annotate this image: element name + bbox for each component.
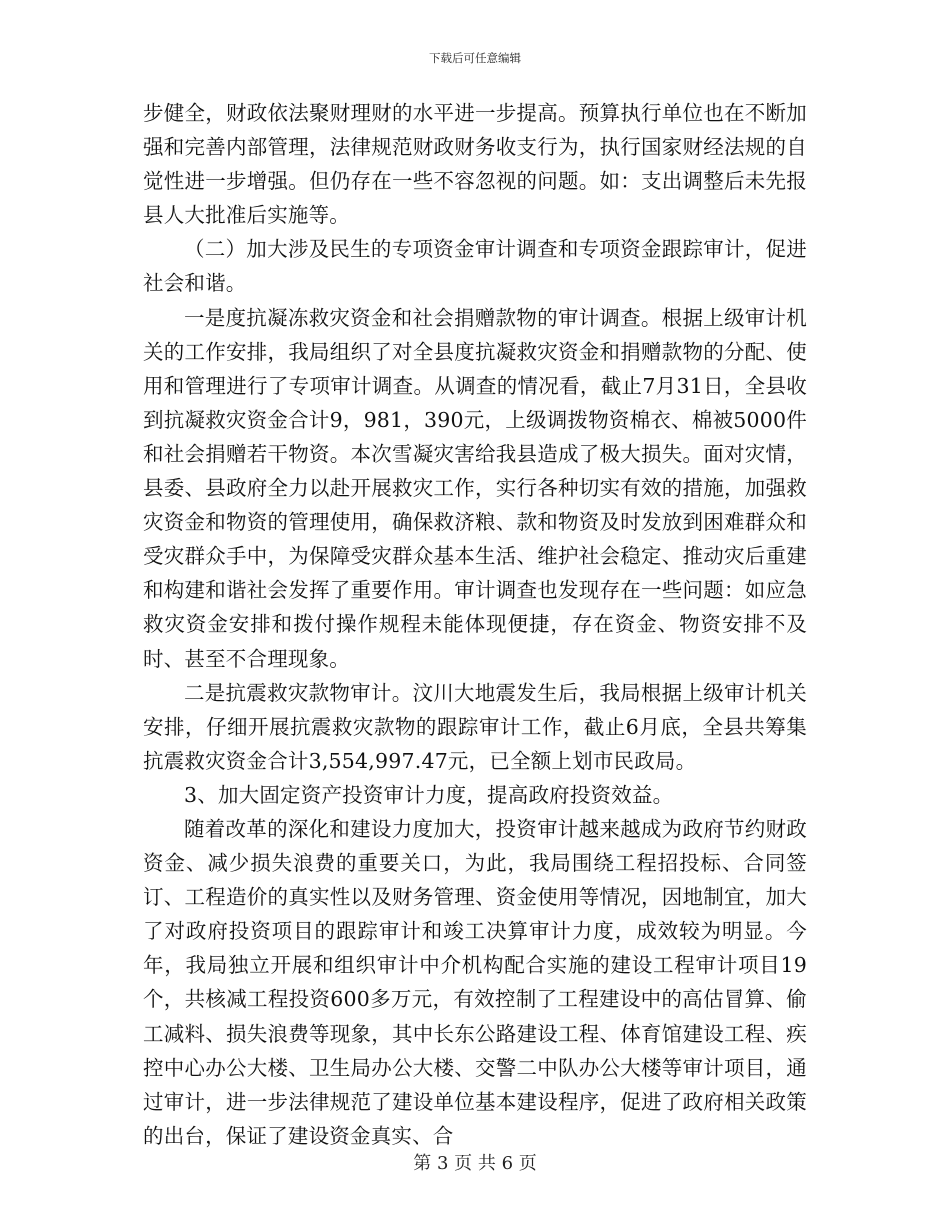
paragraph-investment-heading: 3、加大固定资产投资审计力度，提高政府投资效益。: [184, 782, 674, 807]
page-number: 第 3 页 共 6 页: [413, 1153, 537, 1174]
paragraph-investment-audit: 随着改革的深化和建设力度加大，投资审计越来越成为政府节约财政资金、减少损失浪费的重要关口，为此，我局围绕工程招投标、合同签订、工程造价的真实性以及财务管理、资金使用等情况，因地制宜，加大了对政府投资项目的跟踪审计和竣工决算审计力度，成效较为明显。今年，我局独立开展和组织审计中介机构配合实施的建设工程审计项目19个，共核减工程投资600多万元，有效控制了工程建设中的高估冒算、偷工减料、损失浪费等现象，其中长东公路建设工程、体育馆建设工程、疾控中心办公大楼、卫生局办公大楼、交警二中队办公大楼等审计项目，通过审计，进一步法律规范了建设单位基本建设程序，促进了政府相关政策的出台，保证了建设资金真实、合: [143, 816, 807, 1148]
header-note: 下载后可任意编辑: [429, 51, 521, 65]
document-body: [143, 96, 807, 1153]
paragraph-freeze-relief-audit: 一是度抗凝冻救灾资金和社会捐赠款物的审计调查。根据上级审计机关的工作安排，我局组织了对全县度抗凝救灾资金和捐赠款物的分配、使用和管理进行了专项审计调查。从调查的情况看，截止7月31日，全县收到抗凝救灾资金合计9，981，390元，上级调拨物资棉衣、棉被5000件和社会捐赠若干物资。本次雪凝灾害给我县造成了极大损失。面对灾情，县委、县政府全力以赴开展救灾工作，实行各种切实有效的措施，加强救灾资金和物资的管理使用，确保救济粮、款和物资及时发放到困难群众和受灾群众手中，为保障受灾群众基本生活、维护社会稳定、推动灾后重建和构建和谐社会发挥了重要作用。审计调查也发现存在一些问题：如应急救灾资金安排和拨付操作规程未能体现便捷，存在资金、物资安排不及时、甚至不合理现象。: [143, 305, 807, 671]
paragraph-continuation: 步健全，财政依法聚财理财的水平进一步提高。预算执行单位也在不断加强和完善内部管理，法律规范财政财务收支行为，执行国家财经法规的自觉性进一步增强。但仍存在一些不容忽视的问题。如：支出调整后未先报县人大批准后实施等。: [143, 101, 807, 228]
paragraph-section-heading: （二）加大涉及民生的专项资金审计调查和专项资金跟踪审计，促进社会和谐。: [143, 237, 807, 296]
paragraph-earthquake-relief-audit: 二是抗震救灾款物审计。汶川大地震发生后，我局根据上级审计机关安排，仔细开展抗震救灾款物的跟踪审计工作，截止6月底，全县共筹集抗震救灾资金合计3,554,997.47元，已全额上划市民政局。: [143, 680, 807, 773]
